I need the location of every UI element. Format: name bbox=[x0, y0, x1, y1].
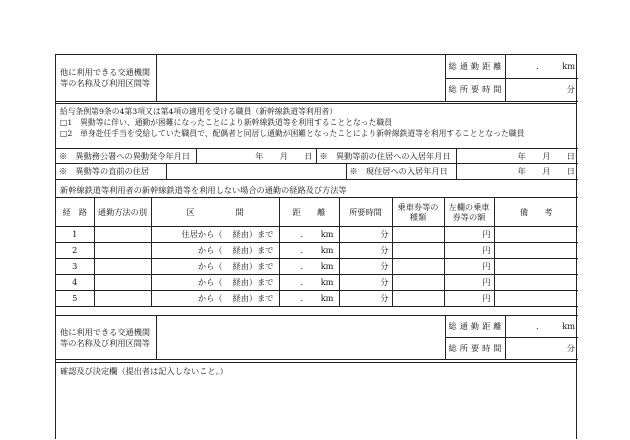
route-via-text: 経由）まで bbox=[232, 261, 274, 272]
confirmation-label: 確認及び決定欄（提出者は記入しないこと。） bbox=[60, 366, 228, 376]
route-distance-unit: km bbox=[320, 245, 334, 256]
header-fare: 左欄の乗車券等の額 bbox=[444, 198, 494, 227]
top-time-unit: 分 bbox=[566, 84, 575, 95]
bottom-time-unit: 分 bbox=[566, 343, 575, 354]
route-number: 3 bbox=[56, 259, 94, 275]
header-remarks: 備 考 bbox=[494, 198, 578, 227]
route-distance-field[interactable] bbox=[279, 275, 339, 291]
prev-residence-date-label: ※ 異動等前の住居への入居年月日 bbox=[316, 149, 456, 164]
route-number: 1 bbox=[56, 227, 94, 243]
route-method-field[interactable] bbox=[94, 243, 151, 259]
route-row bbox=[56, 227, 578, 243]
route-time-field[interactable]: 分 bbox=[339, 243, 392, 259]
route-section-field[interactable] bbox=[151, 227, 279, 243]
route-distance-field[interactable] bbox=[279, 259, 339, 275]
route-distance-unit: km bbox=[320, 229, 334, 240]
header-ticket-type: 乗車券等の種類 bbox=[392, 198, 444, 227]
bottom-other-transport-table bbox=[56, 315, 578, 360]
route-fare-field[interactable]: 円 bbox=[444, 227, 494, 243]
route-number: 5 bbox=[56, 291, 94, 307]
route-row bbox=[56, 243, 578, 259]
current-residence-date-label: ※ 現住居への入居年月日 bbox=[346, 164, 456, 179]
route-number: 4 bbox=[56, 275, 94, 291]
route-from-text: から（ bbox=[197, 293, 223, 304]
route-from-text: から（ bbox=[197, 261, 223, 272]
top-total-distance-label: 総通勤距離 bbox=[445, 55, 505, 78]
top-distance-unit: km bbox=[562, 61, 575, 71]
bottom-total-time-label: 総所要時間 bbox=[445, 338, 505, 360]
bottom-distance-unit: km bbox=[562, 321, 575, 332]
route-row bbox=[56, 259, 578, 275]
route-section-field[interactable] bbox=[151, 243, 279, 259]
route-ticket-type-field[interactable] bbox=[392, 275, 444, 291]
route-distance-unit: km bbox=[320, 277, 334, 288]
route-ticket-type-field[interactable] bbox=[392, 243, 444, 259]
header-route: 経 路 bbox=[56, 198, 94, 227]
route-method-field[interactable] bbox=[94, 275, 151, 291]
route-distance-dot: ． bbox=[300, 277, 309, 288]
bottom-total-time-field[interactable] bbox=[505, 338, 578, 360]
rule-option-1[interactable]: □1 異動等に伴い、通勤が困難になったことにより新幹線鉄道等を利用することとなった職員 bbox=[60, 118, 392, 127]
dates-table bbox=[56, 148, 578, 164]
bottom-other-transport-label: 他に利用できる交通機関等の名称及び利用区間等 bbox=[56, 316, 156, 360]
route-time-field[interactable]: 分 bbox=[339, 275, 392, 291]
route-ticket-type-field[interactable] bbox=[392, 227, 444, 243]
current-residence-date-field[interactable]: 年 月 日 bbox=[456, 164, 578, 179]
route-time-field[interactable]: 分 bbox=[339, 259, 392, 275]
route-via-text: 経由）まで bbox=[232, 293, 274, 304]
route-fare-field[interactable]: 円 bbox=[444, 243, 494, 259]
route-table bbox=[56, 197, 578, 307]
route-distance-field[interactable] bbox=[279, 243, 339, 259]
header-time: 所要時間 bbox=[339, 198, 392, 227]
route-remarks-field[interactable] bbox=[494, 291, 578, 307]
rule-title: 給与条例第9条の4第3項又は第4項の適用を受ける職員（新幹線鉄道等利用者） bbox=[60, 107, 338, 116]
route-time-field[interactable]: 分 bbox=[339, 291, 392, 307]
route-row bbox=[56, 291, 578, 307]
bottom-total-distance-field[interactable] bbox=[505, 316, 578, 338]
top-distance-dot: ． bbox=[536, 61, 545, 71]
top-other-transport-field[interactable] bbox=[156, 55, 445, 101]
route-distance-dot: ． bbox=[300, 261, 309, 272]
top-other-transport-table bbox=[56, 55, 578, 102]
route-distance-unit: km bbox=[320, 261, 334, 272]
route-distance-dot: ． bbox=[300, 293, 309, 304]
route-remarks-field[interactable] bbox=[494, 275, 578, 291]
route-fare-field[interactable]: 円 bbox=[444, 259, 494, 275]
top-other-transport-label: 他に利用できる交通機関等の名称及び利用区間等 bbox=[56, 55, 156, 101]
header-distance: 距 離 bbox=[279, 198, 339, 227]
route-ticket-type-field[interactable] bbox=[392, 291, 444, 307]
prev-address-field[interactable] bbox=[166, 164, 346, 179]
header-section: 区 間 bbox=[151, 198, 279, 227]
route-section-field[interactable] bbox=[151, 259, 279, 275]
route-row bbox=[56, 275, 578, 291]
route-section-field[interactable] bbox=[151, 275, 279, 291]
route-distance-dot: ． bbox=[300, 229, 309, 240]
transfer-date-label: ※ 異動務公署への異動発令年月日 bbox=[56, 149, 196, 164]
transfer-date-field[interactable]: 年 月 日 bbox=[196, 149, 316, 164]
route-distance-field[interactable] bbox=[279, 227, 339, 243]
route-ticket-type-field[interactable] bbox=[392, 259, 444, 275]
route-via-text: 経由）まで bbox=[232, 229, 274, 240]
route-method-field[interactable] bbox=[94, 259, 151, 275]
rule-option-2[interactable]: □2 単身赴任手当を受給していた職員で、配偶者と同居し通勤が困難となったことにより新幹線鉄道等を利用することとなった職員 bbox=[60, 129, 525, 138]
top-total-time-field[interactable] bbox=[505, 78, 578, 101]
route-section-field[interactable] bbox=[151, 291, 279, 307]
route-distance-dot: ． bbox=[300, 245, 309, 256]
route-from-text: から（ bbox=[197, 245, 223, 256]
prev-residence-date-field[interactable]: 年 月 日 bbox=[456, 149, 578, 164]
route-method-field[interactable] bbox=[94, 291, 151, 307]
route-remarks-field[interactable] bbox=[494, 243, 578, 259]
route-distance-unit: km bbox=[320, 293, 334, 304]
address-table bbox=[56, 164, 578, 180]
confirmation-section bbox=[56, 362, 576, 440]
rule-section bbox=[56, 103, 576, 144]
top-total-time-label: 総所要時間 bbox=[445, 78, 505, 101]
bottom-other-transport-field[interactable] bbox=[156, 316, 445, 360]
route-remarks-field[interactable] bbox=[494, 259, 578, 275]
route-fare-field[interactable]: 円 bbox=[444, 275, 494, 291]
route-distance-field[interactable] bbox=[279, 291, 339, 307]
route-from-text: から（ bbox=[197, 277, 223, 288]
route-table-title: 新幹線鉄道等利用者の新幹線鉄道等を利用しない場合の通勤の経路及び方法等 bbox=[60, 185, 347, 195]
route-time-field[interactable]: 分 bbox=[339, 227, 392, 243]
route-remarks-field[interactable] bbox=[494, 227, 578, 243]
route-via-text: 経由）まで bbox=[232, 277, 274, 288]
prev-address-label: ※ 異動等の直前の住居 bbox=[56, 164, 166, 179]
header-method: 通勤方法の別 bbox=[94, 198, 151, 227]
bottom-total-distance-label: 総通勤距離 bbox=[445, 316, 505, 338]
commute-form bbox=[55, 54, 577, 439]
route-number: 2 bbox=[56, 243, 94, 259]
route-from-text: 住居から（ bbox=[181, 229, 223, 240]
route-fare-field[interactable]: 円 bbox=[444, 291, 494, 307]
top-total-distance-field[interactable] bbox=[505, 55, 578, 78]
route-via-text: 経由）まで bbox=[232, 245, 274, 256]
route-method-field[interactable] bbox=[94, 227, 151, 243]
bottom-distance-dot: ． bbox=[536, 321, 545, 332]
